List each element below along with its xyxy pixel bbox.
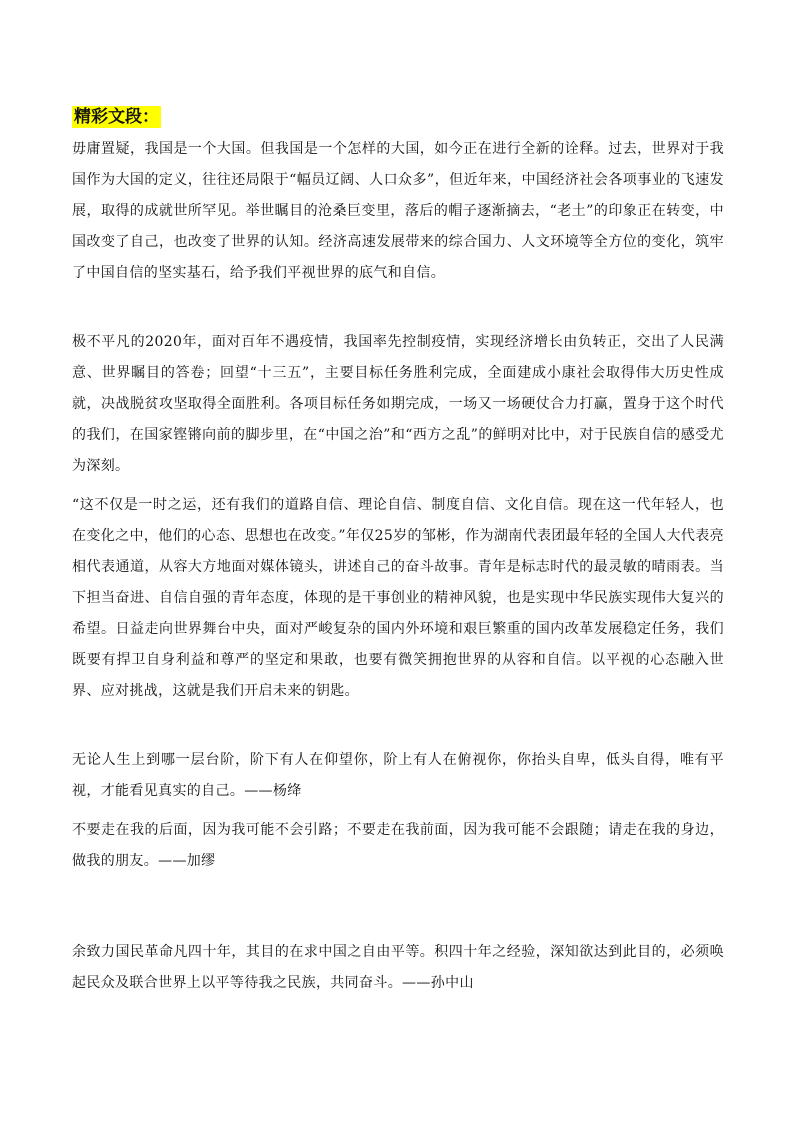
quote-yang-jiang: 无论人生上到哪一层台阶，阶下有人在仰望你，阶上有人在俯视你，你抬头自卑，低头自得，唯有平视，才能看见真实的自己。——杨绛 bbox=[72, 752, 724, 799]
paragraph-youth-attitude: “这不仅是一时之运，还有我们的道路自信、理论自信、制度自信、文化自信。现在这一代年轻人，也在变化之中，他们的心态、思想也在改变。”年仅25岁的邹彬，作为湖南代表团最年轻的全国人大代表亮相代表通道，从容大方地面对媒体镜头，讲述自己的奋斗故事。青年是标志时代的最灵敏的晴雨表。当下担当奋进、自信自强的青年态度，体现的是干事创业的精神风貌，也是实现中华民族实现伟大复兴的希望。日益走向世界舞台中央，面对严峻复杂的国内外环境和艰巨繁重的国内改革发展稳定任务，我们既要有捍卫自身利益和尊严的坚定和果敢，也要有微笑拥抱世界的从容和自信。以平视的心态融入世界、应对挑战，这就是我们开启未来的钥匙。 bbox=[72, 497, 724, 699]
paragraph-2020-achievements: 极不平凡的2020年，面对百年不遇疫情，我国率先控制疫情，实现经济增长由负转正，交出了人民满意、世界瞩目的答卷；回望“十三五”，主要目标任务胜利完成，全面建成小康社会取得伟大历史性成就，决战脱贫攻坚取得全面胜利。各项目标任务如期完成，一场又一场硬仗合力打赢，置身于这个时代的我们，在国家铿锵向前的脚步里，在“中国之治”和“西方之乱”的鲜明对比中，对于民族自信的感受尤为深刻。 bbox=[72, 334, 724, 474]
quote-camus: 不要走在我的后面，因为我可能不会引路；不要走在我前面，因为我可能不会跟随；请走在我的身边，做我的朋友。——加缪 bbox=[72, 822, 724, 869]
paragraph-national-confidence: 毋庸置疑，我国是一个大国。但我国是一个怎样的大国，如今正在进行全新的诠释。过去，世界对于我国作为大国的定义，往往还局限于“幅员辽阔、人口众多”，但近年来，中国经济社会各项事业的飞速发展，取得的成就世所罕见。举世瞩目的沧桑巨变里，落后的帽子逐渐摘去，“老土”的印象正在转变，中国改变了自己，也改变了世界的认知。经济高速发展带来的综合国力、人文环境等全方位的变化，筑牢了中国自信的坚实基石，给予我们平视世界的底气和自信。 bbox=[72, 141, 724, 281]
section-heading: 精彩文段： bbox=[74, 107, 159, 127]
quote-sun-yat-sen: 余致力国民革命凡四十年，其目的在求中国之自由平等。积四十年之经验，深知欲达到此目的，必须唤起民众及联合世界上以平等待我之民族，共同奋斗。——孙中山 bbox=[72, 944, 724, 991]
